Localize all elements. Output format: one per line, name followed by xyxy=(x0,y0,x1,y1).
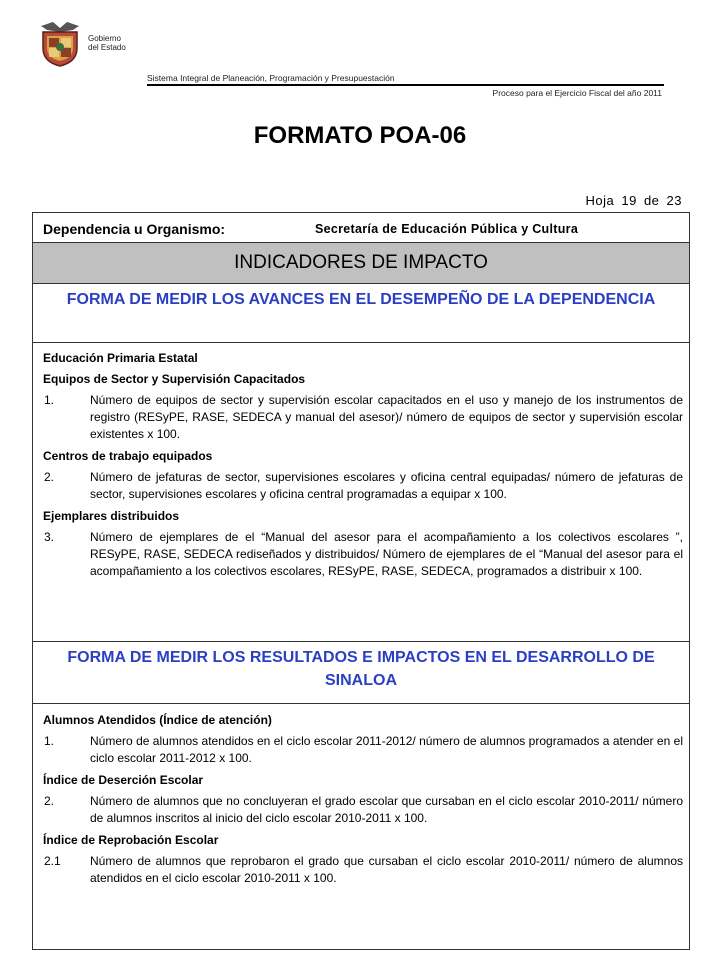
system-name: Sistema Integral de Planeación, Programación y Presupuestación xyxy=(147,73,395,83)
indicator-item xyxy=(43,733,687,767)
state-coat-of-arms-logo xyxy=(35,18,85,68)
dependency-row xyxy=(33,213,689,243)
group-title: Ejemplares distribuidos xyxy=(43,509,180,523)
page-label: Hoja xyxy=(585,193,615,208)
page-number: 19 xyxy=(621,193,637,208)
item-number: 2. xyxy=(44,470,55,484)
page-title: FORMATO POA-06 xyxy=(253,122,467,149)
page-of: de xyxy=(643,193,660,208)
section-performance-content xyxy=(43,350,687,580)
item-text: Número de alumnos que reprobaron el grado que cursaban el ciclo escolar 2010-2011/ número de alumnos atendidos en el ciclo escolar 2010-2011 x 100. xyxy=(90,854,683,885)
page-total: 23 xyxy=(666,193,682,208)
item-text: Número de equipos de sector y supervisión escolar capacitados en el uso y manejo de los instrumentos de registro (RESyPE, RASE, SEDECA y manual del asesor)/ número de equipos de sector y supervisión escolar existentes x 100. xyxy=(90,393,683,441)
header-divider xyxy=(147,84,664,86)
process-label: Proceso para el Ejercicio Fiscal del año 2011 xyxy=(492,88,662,98)
section-heading-performance: FORMA DE MEDIR LOS AVANCES EN EL DESEMPEÑO DE LA DEPENDENCIA xyxy=(33,284,689,343)
group-title: Centros de trabajo equipados xyxy=(43,449,213,463)
item-number: 2.1 xyxy=(44,854,61,868)
gov-line-2: del Estado xyxy=(88,43,126,52)
group-title: Equipos de Sector y Supervisión Capacitados xyxy=(43,372,306,386)
group-title: Índice de Reprobación Escolar xyxy=(43,833,219,847)
indicator-item xyxy=(43,793,687,827)
indicator-item xyxy=(43,853,687,887)
indicator-item xyxy=(43,392,687,443)
item-text: Número de jefaturas de sector, supervisiones escolares y oficina central equipadas/ número de jefaturas de sector, supervisiones escolares y oficina central programadas a equipar x 100. xyxy=(90,470,683,501)
section-results-content xyxy=(43,712,687,887)
dependency-value: Secretaría de Educación Pública y Cultura xyxy=(315,222,579,236)
group-title: Índice de Deserción Escolar xyxy=(43,773,204,787)
item-text: Número de alumnos que no concluyeran el grado escolar que cursaban en el ciclo escolar 2010-2011/ número de alumnos inscritos al inicio del ciclo escolar 2010-2011 x 100. xyxy=(90,794,683,825)
item-number: 1. xyxy=(44,393,55,407)
indicators-title: INDICADORES DE IMPACTO xyxy=(33,243,689,284)
item-text: Número de alumnos atendidos en el ciclo escolar 2011-2012/ número de alumnos programados a atender en el ciclo escolar 2011-2012 x 100. xyxy=(90,734,683,765)
item-text: Número de ejemplares de el “Manual del asesor para el acompañamiento a los colectivos escolares ”, RESyPE, RASE, SEDECA rediseñados y distribuidos/ Número de ejemplares de el “Manual del asesor para el acompañamiento a los colectivos escolares, RESyPE, RASE, SEDECA, programados a distribuir x 100. xyxy=(90,530,683,578)
item-number: 3. xyxy=(44,530,55,544)
item-number: 1. xyxy=(44,734,55,748)
indicator-item xyxy=(43,529,687,580)
dependency-label: Dependencia u Organismo: xyxy=(43,221,226,237)
page-counter xyxy=(582,193,682,208)
indicator-item xyxy=(43,469,687,503)
section-heading-results: FORMA DE MEDIR LOS RESULTADOS E IMPACTOS EN EL DESARROLLO DE SINALOA xyxy=(33,641,689,704)
group-title: Alumnos Atendidos (Índice de atención) xyxy=(43,713,272,727)
program-name: Educación Primaria Estatal xyxy=(43,351,198,365)
government-label xyxy=(88,34,126,52)
gov-line-1: Gobierno xyxy=(88,34,121,43)
item-number: 2. xyxy=(44,794,55,808)
